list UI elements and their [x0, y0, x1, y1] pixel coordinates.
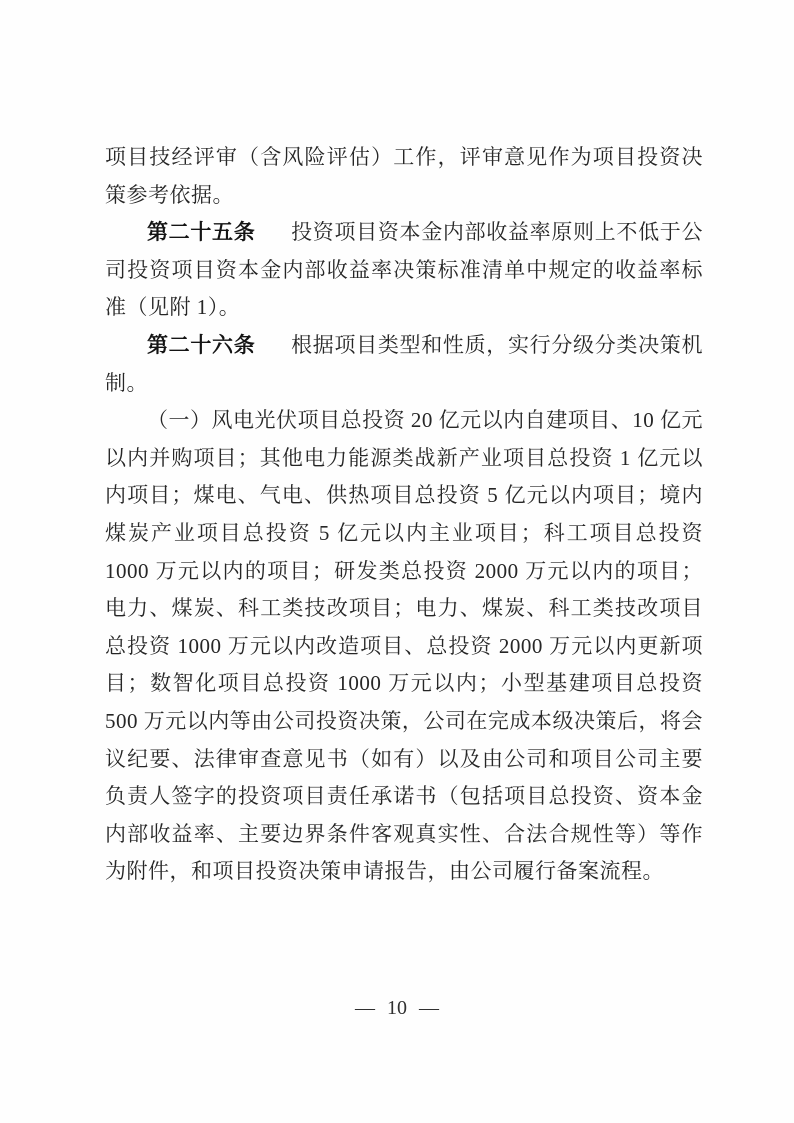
footer-right-dash: —	[419, 997, 439, 1019]
page-number: 10	[387, 997, 407, 1019]
paragraph-item-1: （一）风电光伏项目总投资 20 亿元以内自建项目、10 亿元以内并购项目；其他电力能源类战新产业项目总投资 1 亿元以内项目；煤电、气电、供热项目总投资 5 亿元以内项目；境内煤炭产业项目总投资 5 亿元以内主业项目；科工项目总投资 1000 万元以内的项目；研发类总投资 2000 万元以内的项目；电力、煤炭、科工类技改项目；电力、煤炭、科工类技改项目总投资 1000 万元以内改造项目、总投资 2000 万元以内更新项目；数智化项目总投资 1000 万元以内；小型基建项目总投资 500 万元以内等由公司投资决策，公司在完成本级决策后，将会议纪要、法律审查意见书（如有）以及由公司和项目公司主要负责人签字的投资项目责任承诺书（包括项目总投资、资本金内部收益率、主要边界条件客观真实性、合法合规性等）等作为附件，和项目投资决策申请报告，由公司履行备案流程。	[105, 408, 703, 884]
article-25-number: 第二十五条	[147, 220, 256, 245]
article-26-number: 第二十六条	[147, 332, 256, 357]
footer-left-dash: —	[355, 997, 375, 1019]
page-footer	[0, 993, 794, 1023]
paragraph-article-26	[105, 327, 703, 402]
article-26-text: 根据项目类型和性质，实行分级分类决策机制。	[105, 332, 703, 395]
paragraph-continuation: 项目技经评审（含风险评估）工作，评审意见作为项目投资决策参考依据。	[105, 145, 703, 207]
article-25-text: 投资项目资本金内部收益率原则上不低于公司投资项目资本金内部收益率决策标准清单中规定的收益率标准（见附 1）。	[105, 220, 703, 320]
paragraph-article-25	[105, 214, 703, 327]
document-body	[105, 139, 703, 891]
